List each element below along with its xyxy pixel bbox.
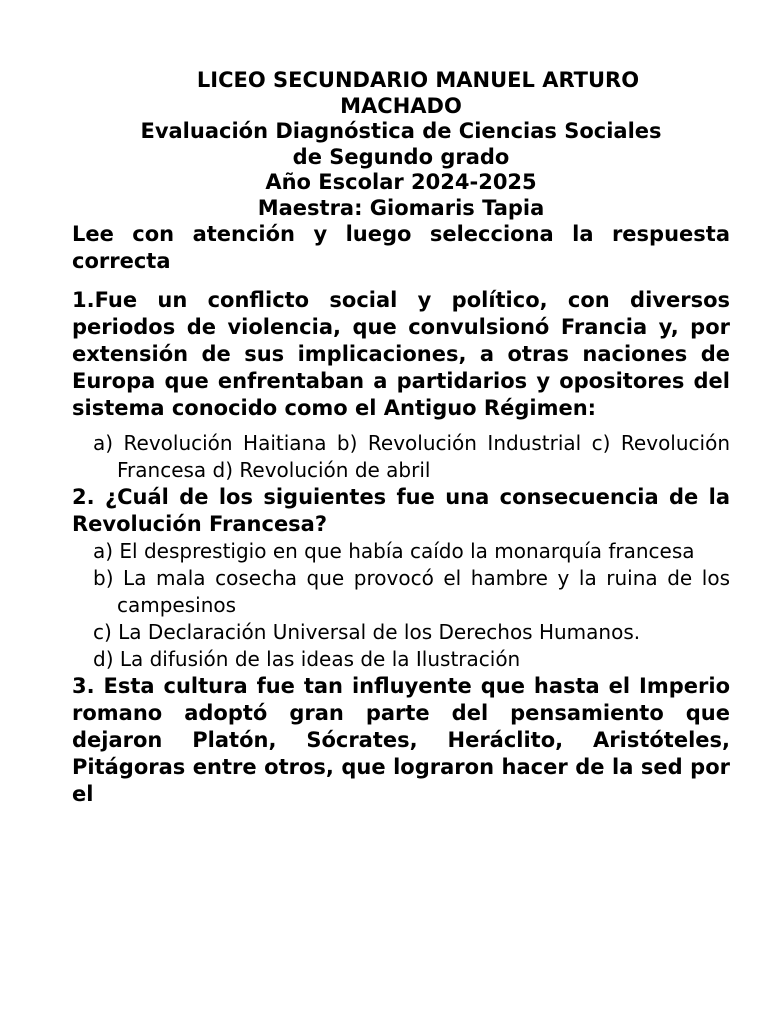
evaluation-title-line1: Evaluación Diagnóstica de Ciencias Sociales (140, 119, 662, 143)
document-page (72, 68, 730, 808)
question-1-text: 1.Fue un conflicto social y político, con diversos periodos de violencia, que convulsionó Francia y, por extensión de sus implicaciones, a otras naciones de Europa que enfrentaban a partidarios y opositores del sistema conocido como el Antiguo Régimen: (72, 288, 730, 420)
question-1-options-text: a) Revolución Haitiana b) Revolución Industrial c) Revolución Francesa d) Revolución de abril (93, 431, 730, 482)
question-2-option-c: c) La Declaración Universal de los Derechos Humanos. (93, 620, 641, 644)
school-name-line2: MACHADO (340, 93, 462, 118)
question-1-options (72, 430, 730, 484)
evaluation-title-line2: de Segundo grado (292, 144, 510, 169)
teacher-name: Maestra: Giomaris Tapia (257, 195, 545, 220)
school-name-line1: LICEO SECUNDARIO MANUEL ARTURO (196, 68, 640, 92)
question-2-option-d: d) La difusión de las ideas de la Ilustración (93, 647, 521, 671)
instructions: Lee con atención y luego selecciona la respuesta correcta (72, 222, 730, 273)
question-2-option-a: a) El desprestigio en que había caído la monarquía francesa (93, 539, 695, 563)
question-3-text: 3. Esta cultura fue tan influyente que hasta el Imperio romano adoptó gran parte del pensamiento que dejaron Platón, Sócrates, Heráclito, Aristóteles, Pitágoras entre otros, que lograron hacer de la sed por el (72, 674, 730, 806)
question-2-options (72, 538, 730, 673)
question-2-option-b: b) La mala cosecha que provocó el hambre y la ruina de los campesinos (93, 566, 730, 617)
question-2-text: 2. ¿Cuál de los siguientes fue una consecuencia de la Revolución Francesa? (72, 485, 730, 536)
school-year: Año Escolar 2024-2025 (265, 170, 537, 194)
